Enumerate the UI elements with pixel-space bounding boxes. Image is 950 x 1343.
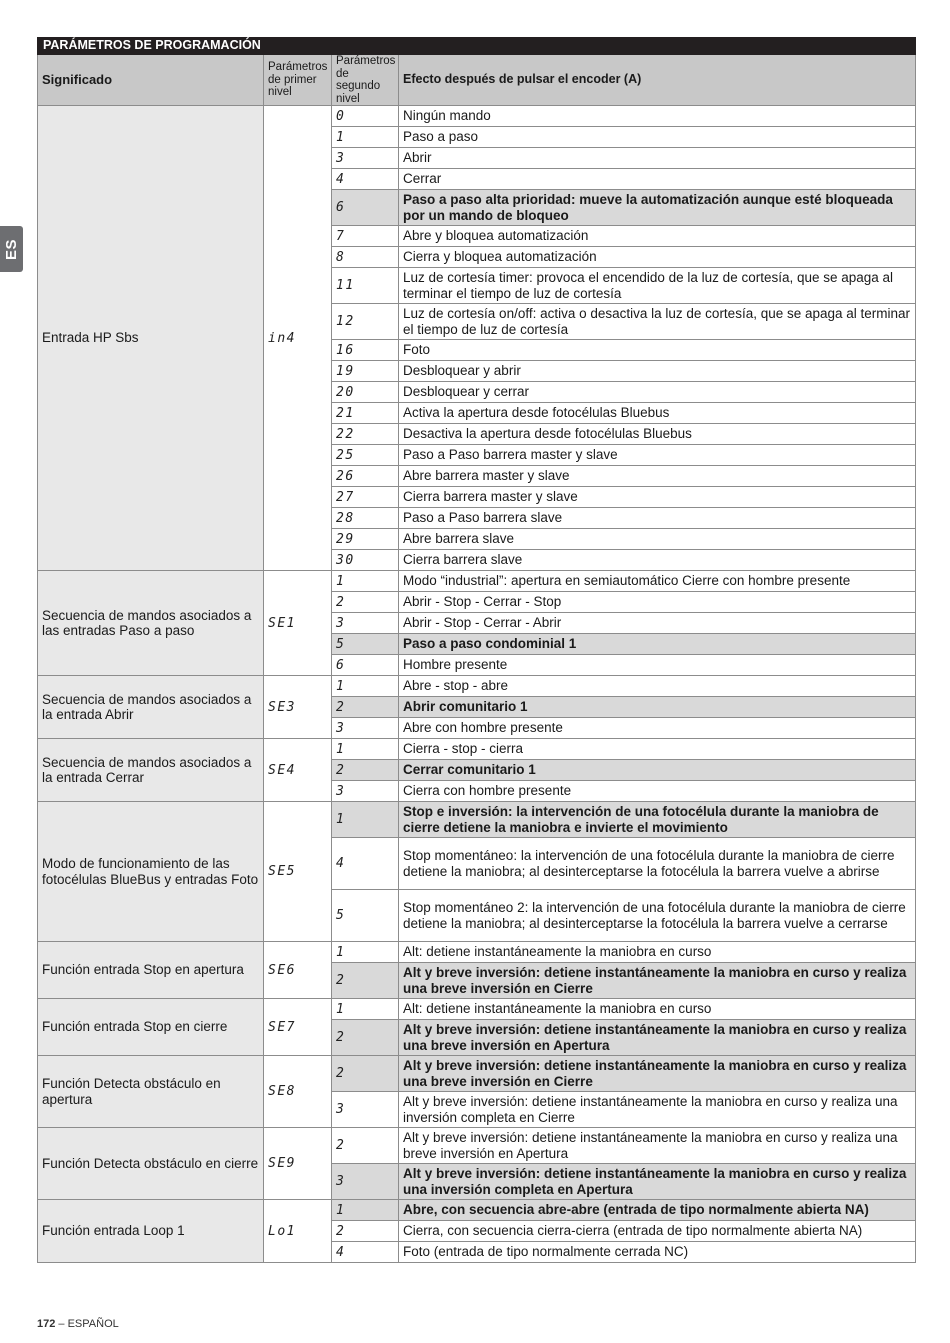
- second-level-code: 12: [336, 314, 355, 330]
- second-level-cell: [332, 148, 399, 169]
- effect-description: Stop momentáneo: la intervención de una fotocélula durante la maniobra de cierre detiene la maniobra; al desinterceptarse la fotocélula la barrera vuelve a abrirse: [399, 838, 916, 890]
- effect-description: Cierra con hombre presente: [399, 781, 916, 802]
- first-level-code: SE4: [268, 762, 296, 778]
- effect-description: Paso a paso condominial 1: [399, 634, 916, 655]
- second-level-code: 6: [336, 200, 346, 216]
- effect-description: Paso a Paso barrera master y slave: [399, 445, 916, 466]
- second-level-cell: [332, 304, 399, 340]
- second-level-code: 3: [336, 1102, 346, 1118]
- second-level-code: 8: [336, 249, 346, 265]
- second-level-cell: [332, 760, 399, 781]
- second-level-code: 22: [336, 426, 355, 442]
- effect-description: Cerrar: [399, 169, 916, 190]
- second-level-cell: [332, 571, 399, 592]
- second-level-code: 20: [336, 384, 355, 400]
- effect-description: Abre y bloquea automatización: [399, 226, 916, 247]
- second-level-code: 21: [336, 405, 355, 421]
- second-level-code: 25: [336, 447, 355, 463]
- second-level-code: 29: [336, 531, 355, 547]
- second-level-code: 6: [336, 657, 346, 673]
- table-row: [38, 106, 916, 127]
- effect-description: Hombre presente: [399, 655, 916, 676]
- second-level-code: 19: [336, 363, 355, 379]
- parameter-meaning: Función Detecta obstáculo en apertura: [38, 1056, 264, 1128]
- second-level-cell: [332, 634, 399, 655]
- first-level-code: SE5: [268, 864, 296, 880]
- second-level-cell: [332, 382, 399, 403]
- second-level-code: 1: [336, 741, 346, 757]
- first-level-cell: [264, 1128, 332, 1200]
- header-second-level: Parámetros de segundo nivel: [332, 55, 399, 106]
- effect-description: Abrir - Stop - Cerrar - Abrir: [399, 613, 916, 634]
- second-level-code: 3: [336, 1174, 346, 1190]
- second-level-cell: [332, 942, 399, 963]
- second-level-cell: [332, 838, 399, 890]
- second-level-code: 4: [336, 1244, 346, 1260]
- second-level-cell: [332, 718, 399, 739]
- second-level-code: 2: [336, 1223, 346, 1239]
- effect-description: Alt y breve inversión: detiene instantáneamente la maniobra en curso y realiza una breve inversión en Cierre: [399, 963, 916, 999]
- second-level-cell: [332, 190, 399, 226]
- second-level-cell: [332, 963, 399, 999]
- parameter-meaning: Secuencia de mandos asociados a la entrada Abrir: [38, 676, 264, 739]
- effect-description: Foto: [399, 340, 916, 361]
- effect-description: Abrir comunitario 1: [399, 697, 916, 718]
- second-level-cell: [332, 1164, 399, 1200]
- effect-description: Abre, con secuencia abre-abre (entrada de tipo normalmente abierta NA): [399, 1200, 916, 1221]
- first-level-code: SE3: [268, 699, 296, 715]
- second-level-code: 1: [336, 678, 346, 694]
- second-level-cell: [332, 1128, 399, 1164]
- header-meaning: Significado: [38, 55, 264, 106]
- first-level-code: SE9: [268, 1156, 296, 1172]
- footer-language: ESPAÑOL: [67, 1318, 119, 1330]
- second-level-cell: [332, 890, 399, 942]
- effect-description: Activa la apertura desde fotocélulas Bluebus: [399, 403, 916, 424]
- parameter-meaning: Modo de funcionamiento de las fotocélulas BlueBus y entradas Foto: [38, 802, 264, 942]
- first-level-code: SE7: [268, 1019, 296, 1035]
- second-level-code: 30: [336, 552, 355, 568]
- effect-description: Paso a Paso barrera slave: [399, 508, 916, 529]
- second-level-code: 5: [336, 908, 346, 924]
- effect-description: Abre barrera slave: [399, 529, 916, 550]
- effect-description: Alt y breve inversión: detiene instantáneamente la maniobra en curso y realiza una inversión completa en Cierre: [399, 1092, 916, 1128]
- header-first-level: Parámetros de primer nivel: [264, 55, 332, 106]
- parameter-meaning: Función entrada Loop 1: [38, 1200, 264, 1263]
- second-level-cell: [332, 1221, 399, 1242]
- effect-description: Alt y breve inversión: detiene instantáneamente la maniobra en curso y realiza una breve inversión en Cierre: [399, 1056, 916, 1092]
- first-level-cell: [264, 802, 332, 942]
- effect-description: Alt y breve inversión: detiene instantáneamente la maniobra en curso y realiza una breve inversión en Apertura: [399, 1128, 916, 1164]
- second-level-code: 1: [336, 573, 346, 589]
- second-level-code: 2: [336, 594, 346, 610]
- first-level-cell: [264, 676, 332, 739]
- second-level-code: 1: [336, 944, 346, 960]
- second-level-cell: [332, 613, 399, 634]
- effect-description: Luz de cortesía on/off: activa o desactiva la luz de cortesía, que se apaga al terminar el tiempo de luz de cortesía: [399, 304, 916, 340]
- second-level-code: 7: [336, 228, 346, 244]
- table-header-row: [38, 55, 916, 106]
- effect-description: Abrir: [399, 148, 916, 169]
- table-title-row: [38, 38, 916, 55]
- first-level-code: SE6: [268, 962, 296, 978]
- second-level-cell: [332, 403, 399, 424]
- second-level-cell: [332, 550, 399, 571]
- second-level-cell: [332, 508, 399, 529]
- second-level-code: 1: [336, 1202, 346, 1218]
- parameter-meaning: Función entrada Stop en apertura: [38, 942, 264, 999]
- effect-description: Abre - stop - abre: [399, 676, 916, 697]
- second-level-cell: [332, 676, 399, 697]
- second-level-cell: [332, 1200, 399, 1221]
- second-level-cell: [332, 529, 399, 550]
- table-row: [38, 999, 916, 1020]
- second-level-code: 5: [336, 636, 346, 652]
- second-level-cell: [332, 739, 399, 760]
- effect-description: Alt: detiene instantáneamente la maniobra en curso: [399, 942, 916, 963]
- first-level-cell: [264, 1200, 332, 1263]
- effect-description: Abre con hombre presente: [399, 718, 916, 739]
- second-level-cell: [332, 268, 399, 304]
- second-level-cell: [332, 247, 399, 268]
- second-level-cell: [332, 127, 399, 148]
- table-row: [38, 676, 916, 697]
- effect-description: Luz de cortesía timer: provoca el encendido de la luz de cortesía, que se apaga al terminar el tiempo de luz de cortesía: [399, 268, 916, 304]
- second-level-code: 2: [336, 973, 346, 989]
- table-row: [38, 802, 916, 838]
- effect-description: Abre barrera master y slave: [399, 466, 916, 487]
- effect-description: Desbloquear y abrir: [399, 361, 916, 382]
- second-level-code: 4: [336, 856, 346, 872]
- parameter-meaning: Secuencia de mandos asociados a la entrada Cerrar: [38, 739, 264, 802]
- language-tab: [0, 226, 23, 272]
- first-level-cell: [264, 942, 332, 999]
- first-level-code: Lo1: [268, 1223, 296, 1239]
- table-row: [38, 739, 916, 760]
- first-level-cell: [264, 571, 332, 676]
- second-level-code: 0: [336, 108, 346, 124]
- effect-description: Foto (entrada de tipo normalmente cerrada NC): [399, 1242, 916, 1263]
- second-level-code: 2: [336, 699, 346, 715]
- second-level-code: 1: [336, 129, 346, 145]
- second-level-cell: [332, 106, 399, 127]
- page-number: 172: [37, 1318, 56, 1330]
- table-row: [38, 571, 916, 592]
- second-level-cell: [332, 781, 399, 802]
- second-level-code: 2: [336, 1066, 346, 1082]
- second-level-cell: [332, 340, 399, 361]
- effect-description: Ningún mando: [399, 106, 916, 127]
- second-level-cell: [332, 1056, 399, 1092]
- second-level-cell: [332, 424, 399, 445]
- effect-description: Modo “industrial”: apertura en semiautomático Cierre con hombre presente: [399, 571, 916, 592]
- second-level-code: 28: [336, 510, 355, 526]
- effect-description: Cierra - stop - cierra: [399, 739, 916, 760]
- second-level-code: 4: [336, 171, 346, 187]
- header-effect: Efecto después de pulsar el encoder (A): [399, 55, 916, 106]
- effect-description: Stop momentáneo 2: la intervención de una fotocélula durante la maniobra de cierre detiene la maniobra; al desinterceptarse la fotocélula la barrera vuelve a cerrarse: [399, 890, 916, 942]
- effect-description: Stop e inversión: la intervención de una fotocélula durante la maniobra de cierre detiene la maniobra e invierte el movimiento: [399, 802, 916, 838]
- second-level-cell: [332, 169, 399, 190]
- parameter-meaning: Función Detecta obstáculo en cierre: [38, 1128, 264, 1200]
- page-footer: [37, 1318, 119, 1330]
- table-row: [38, 1128, 916, 1164]
- second-level-code: 3: [336, 783, 346, 799]
- second-level-cell: [332, 1092, 399, 1128]
- language-tab-label: ES: [2, 238, 20, 260]
- second-level-cell: [332, 1020, 399, 1056]
- first-level-code: SE1: [268, 615, 296, 631]
- table-row: [38, 1056, 916, 1092]
- second-level-cell: [332, 226, 399, 247]
- table-title: PARÁMETROS DE PROGRAMACIÓN: [38, 38, 916, 55]
- second-level-code: 27: [336, 489, 355, 505]
- second-level-cell: [332, 802, 399, 838]
- effect-description: Alt: detiene instantáneamente la maniobra en curso: [399, 999, 916, 1020]
- first-level-cell: [264, 999, 332, 1056]
- second-level-code: 2: [336, 762, 346, 778]
- second-level-cell: [332, 592, 399, 613]
- second-level-cell: [332, 655, 399, 676]
- parameter-meaning: Secuencia de mandos asociados a las entradas Paso a paso: [38, 571, 264, 676]
- table-row: [38, 1200, 916, 1221]
- second-level-cell: [332, 361, 399, 382]
- first-level-code: in4: [268, 330, 296, 346]
- second-level-code: 26: [336, 468, 355, 484]
- effect-description: Alt y breve inversión: detiene instantáneamente la maniobra en curso y realiza una inversión completa en Apertura: [399, 1164, 916, 1200]
- second-level-cell: [332, 999, 399, 1020]
- second-level-cell: [332, 487, 399, 508]
- effect-description: Desbloquear y cerrar: [399, 382, 916, 403]
- second-level-code: 11: [336, 278, 355, 294]
- parameters-table: [37, 37, 916, 1263]
- parameter-meaning: Función entrada Stop en cierre: [38, 999, 264, 1056]
- second-level-code: 1: [336, 812, 346, 828]
- second-level-code: 16: [336, 342, 355, 358]
- effect-description: Alt y breve inversión: detiene instantáneamente la maniobra en curso y realiza una breve inversión en Apertura: [399, 1020, 916, 1056]
- first-level-cell: [264, 1056, 332, 1128]
- effect-description: Cierra y bloquea automatización: [399, 247, 916, 268]
- second-level-code: 2: [336, 1138, 346, 1154]
- first-level-cell: [264, 739, 332, 802]
- effect-description: Cerrar comunitario 1: [399, 760, 916, 781]
- table-row: [38, 942, 916, 963]
- effect-description: Desactiva la apertura desde fotocélulas Bluebus: [399, 424, 916, 445]
- second-level-cell: [332, 445, 399, 466]
- effect-description: Paso a paso: [399, 127, 916, 148]
- second-level-code: 2: [336, 1030, 346, 1046]
- effect-description: Abrir - Stop - Cerrar - Stop: [399, 592, 916, 613]
- effect-description: Paso a paso alta prioridad: mueve la automatización aunque esté bloqueada por un mando de bloqueo: [399, 190, 916, 226]
- second-level-code: 1: [336, 1001, 346, 1017]
- first-level-code: SE8: [268, 1084, 296, 1100]
- parameter-meaning: Entrada HP Sbs: [38, 106, 264, 571]
- table-body: [38, 106, 916, 1263]
- footer-separator: –: [55, 1318, 68, 1330]
- effect-description: Cierra, con secuencia cierra-cierra (entrada de tipo normalmente abierta NA): [399, 1221, 916, 1242]
- second-level-code: 3: [336, 150, 346, 166]
- second-level-cell: [332, 697, 399, 718]
- effect-description: Cierra barrera slave: [399, 550, 916, 571]
- first-level-cell: [264, 106, 332, 571]
- second-level-code: 3: [336, 615, 346, 631]
- effect-description: Cierra barrera master y slave: [399, 487, 916, 508]
- second-level-cell: [332, 466, 399, 487]
- second-level-code: 3: [336, 720, 346, 736]
- second-level-cell: [332, 1242, 399, 1263]
